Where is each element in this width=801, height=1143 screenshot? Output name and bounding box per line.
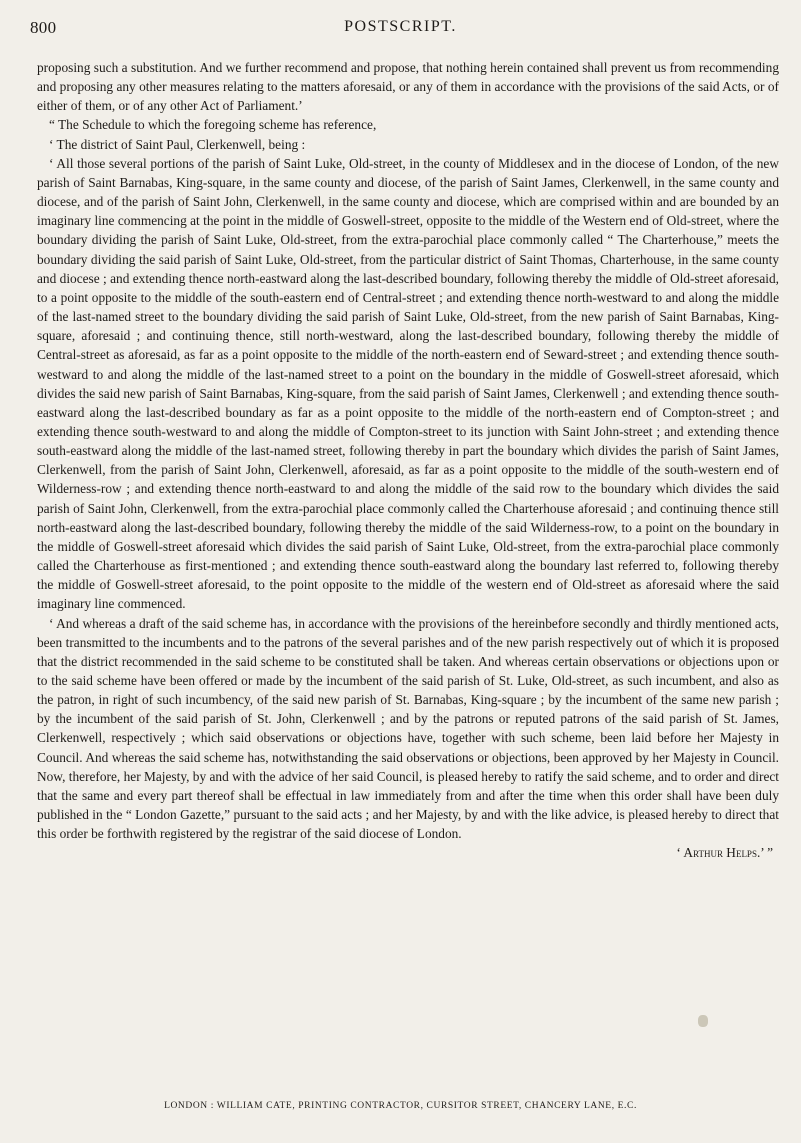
paragraph-boundary-description: ‘ All those several portions of the parish of Saint Luke, Old-street, in the county of Middlesex and in the diocese of London, of the new parish of Saint Barnabas, King-square, in the same county and diocese, of the parish of Saint James, Clerkenwell, in the same county and diocese, and of the parish of Saint John, Clerkenwell, in the same county and diocese, which are comprised within and are bounded by an imaginary line commencing at the point in the middle of Goswell-street, opposite to the middle of the Western end of Old-street, where the boundary dividing the parish of Saint Luke, Old-street, from the extra-parochial place commonly called “ The Charterhouse,” meets the boundary dividing the said parish of Saint Luke, Old-street, from the particular district of Saint Thomas, Charterhouse, in the same county and diocese ; and extending thence north-eastward along the last-described boundary, following thereby the middle of Old-street aforesaid, to a point opposite to the middle of the south-eastern end of Central-street ; and extending thence north-westward to and along the middle of the last-named street to the boundary dividing the said parish of Saint Luke, Old-street, from the new parish of Saint Barnabas, King-square, aforesaid ; and continuing thence, still north-westward, along the last-described boundary, following thereby the middle of Central-street as aforesaid, as far as a point opposite to the middle of the north-eastern end of Seward-street ; and extending thence south-westward to and along the middle of the last-named street to a point on the boundary in the middle of Goswell-street aforesaid, which divides the said new parish of Saint Barnabas, King-square, from the said parish of Saint James, Clerkenwell ; and extending thence south-eastward along the last-described boundary as far as a point opposite to the middle of the north-eastern end of Compton-street ; and extending thence south-westward to and along the middle of Compton-street to its junction with Saint John-street ; and extending thence south-eastward along the middle of the last-named street, following thereby in part the boundary which divides the parish of Saint James, Clerkenwell, from the parish of Saint John, Clerkenwell, aforesaid, as far as a point opposite to the middle of the south-western end of Wilderness-row ; and extending thence north-eastward to and along the middle of the said row to the boundary which divides the said parish of Saint John, Clerkenwell, from the extra-parochial place commonly called the Charterhouse aforesaid ; and continuing thence still north-eastward along the last-described boundary, following thereby the middle of the said Wilderness-row, to a point on the boundary in the middle of Goswell-street aforesaid which divides the said parish of Saint Luke, Old-street, from the extra-parochial place commonly called the Charterhouse as first-mentioned ; and extending thence south-eastward along the boundary last referred to, following thereby the middle of Goswell-street aforesaid, to the point opposite to the middle of the western end of Old-street as aforesaid where the said imaginary line commenced. xyxy=(37,155,779,612)
paragraph-order-in-council: ‘ And whereas a draft of the said scheme has, in accordance with the provisions of the hereinbefore secondly and thirdly mentioned acts, been transmitted to the incumbents and to the patrons of the several parishes and of the new parish respectively out of which it is proposed that the district recommended in the said scheme to be constituted shall be taken. And whereas certain observations or objections upon or to the said scheme have been offered or made by the incumbent of the said parish of St. Luke, Old-street, as such incumbent, and also as the patron, in right of such incumbency, of the said new parish of St. Barnabas, King-square ; by the incumbent of the same new parish ; by the incumbent of the said parish of St. John, Clerkenwell ; and by the patrons or reputed patrons of the said parish of St. James, Clerkenwell, respectively ; which said observations or objections have, together with such scheme, been laid before her Majesty in Council. And whereas the said scheme has, notwithstanding the said observations or objections, been approved by her Majesty in Council. Now, therefore, her Majesty, by and with the advice of her said Council, is pleased hereby to ratify the said scheme, and to order and direct that the same and every part thereof shall be effectual in law immediately from and after the time when this order shall have been duly published in the “ London Gazette,” pursuant to the said acts ; and her Majesty, by and with the like advice, is pleased hereby to direct that this order be forthwith registered by the registrar of the said diocese of London. xyxy=(37,615,779,842)
printer-imprint: LONDON : WILLIAM CATE, PRINTING CONTRACTOR, CURSITOR STREET, CHANCERY LANE, E.C. xyxy=(164,1101,637,1111)
ink-smudge xyxy=(698,1015,708,1027)
paragraph-district-title: ‘ The district of Saint Paul, Clerkenwell, being : xyxy=(49,136,306,152)
body-text xyxy=(37,58,779,863)
page-number: 800 xyxy=(30,18,57,37)
signature: ‘ Arthur Helps.’ ” xyxy=(676,845,773,861)
paragraph-continuation: proposing such a substitution. And we further recommend and propose, that nothing herein contained shall prevent us from recommending and proposing any other measures relating to the matters aforesaid, or any of them in accordance with the provisions of the said Acts, or of either of them, or of any other Act of Parliament.’ xyxy=(37,60,779,114)
page-header xyxy=(30,18,771,42)
running-head: POSTSCRIPT. xyxy=(344,18,457,35)
paragraph-schedule-intro: “ The Schedule to which the foregoing scheme has reference, xyxy=(49,117,377,133)
